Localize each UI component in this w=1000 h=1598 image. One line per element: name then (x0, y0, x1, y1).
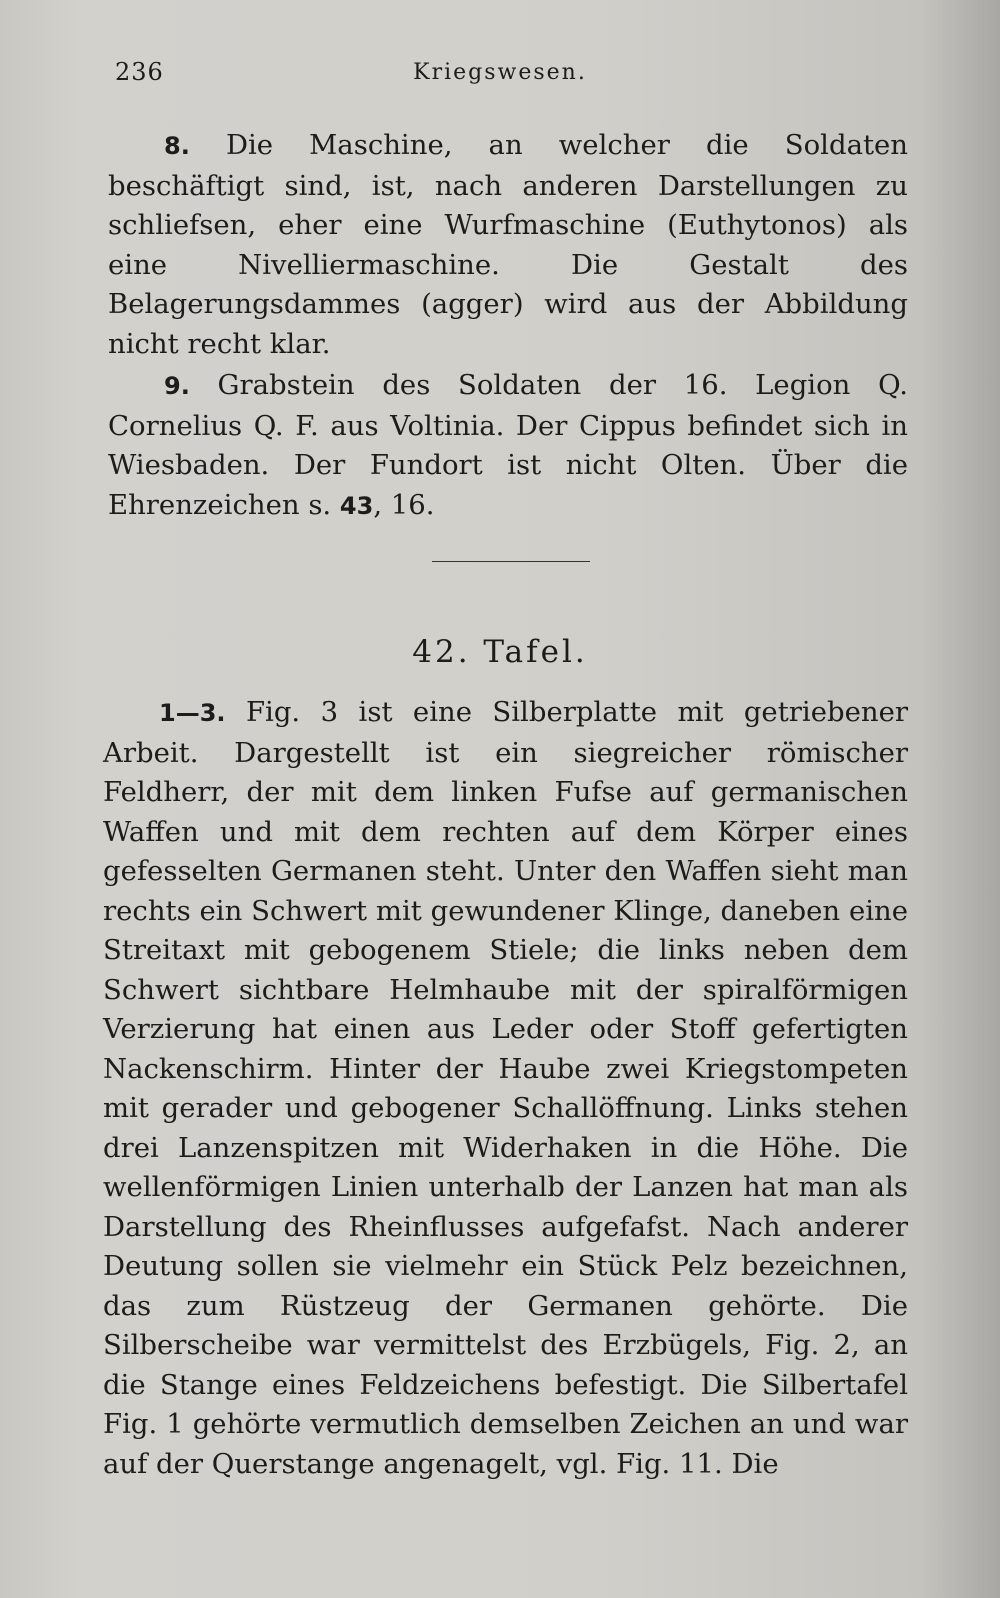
section-divider (432, 561, 590, 562)
text-block-plate-42 (103, 693, 908, 1484)
running-title: Kriegswesen. (413, 60, 587, 85)
item-number: 1—3. (159, 699, 226, 727)
page-header (115, 58, 885, 94)
item-number: 8. (164, 132, 190, 160)
paragraph-text: Fig. 3 ist eine Silberplatte mit getriebener Arbeit. Dargestellt ist ein siegreicher römischer Feldherr, der mit dem linken Fufse auf germanischen Waffen und mit dem rechten auf dem Körper eines gefesselten Germanen steht. Unter den Waffen sieht man rechts ein Schwert mit gewundener Klinge, daneben eine Streitaxt mit gebogenem Stiele; die links neben dem Schwert sichtbare Helmhaube mit der spiralförmigen Verzierung hat einen aus Leder oder Stoff gefertigten Nackenschirm. Hinter der Haube zwei Kriegstompeten mit gerader und gebogener Schallöffnung. Links stehen drei Lanzenspitzen mit Widerhaken in die Höhe. Die wellenförmigen Linien unterhalb der Lanzen hat man als Darstellung des Rheinflusses aufgefafst. Nach anderer Deutung sollen sie vielmehr ein Stück Pelz bezeichnen, das zum Rüstzeug der Germanen gehörte. Die Silberscheibe war vermittelst des Erzbügels, Fig. 2, an die Stange eines Feldzeichens befestigt. Die Silbertafel Fig. 1 gehörte vermutlich demselben Zeichen an und war auf der Querstange angenagelt, vgl. Fig. 11. Die (103, 696, 908, 1480)
text-block-notes (108, 126, 908, 526)
reference-suffix: , 16. (373, 488, 435, 521)
plate-reference: 43 (339, 491, 374, 520)
paragraph-item-1-3 (103, 693, 908, 1484)
paragraph-text: Grabstein des Soldaten der 16. Legion Q. Cornelius Q. F. aus Voltinia. Der Cippus befindet sich in Wiesbaden. Der Fundort ist nicht Olten. Über die Ehrenzeichen s. (108, 369, 908, 521)
paragraph-item-9 (108, 366, 908, 526)
page-number: 236 (115, 58, 164, 86)
paragraph-item-8 (108, 126, 908, 364)
paragraph-text: Die Maschine, an welcher die Soldaten beschäftigt sind, ist, nach anderen Darstellungen zu schliefsen, eher eine Wurfmaschine (Euthytonos) als eine Nivelliermaschine. Die Gestalt des Belagerungsdammes (agger) wird aus der Abbildung nicht recht klar. (108, 129, 908, 360)
item-number: 9. (164, 372, 190, 400)
section-heading: 42. Tafel. (412, 634, 588, 670)
